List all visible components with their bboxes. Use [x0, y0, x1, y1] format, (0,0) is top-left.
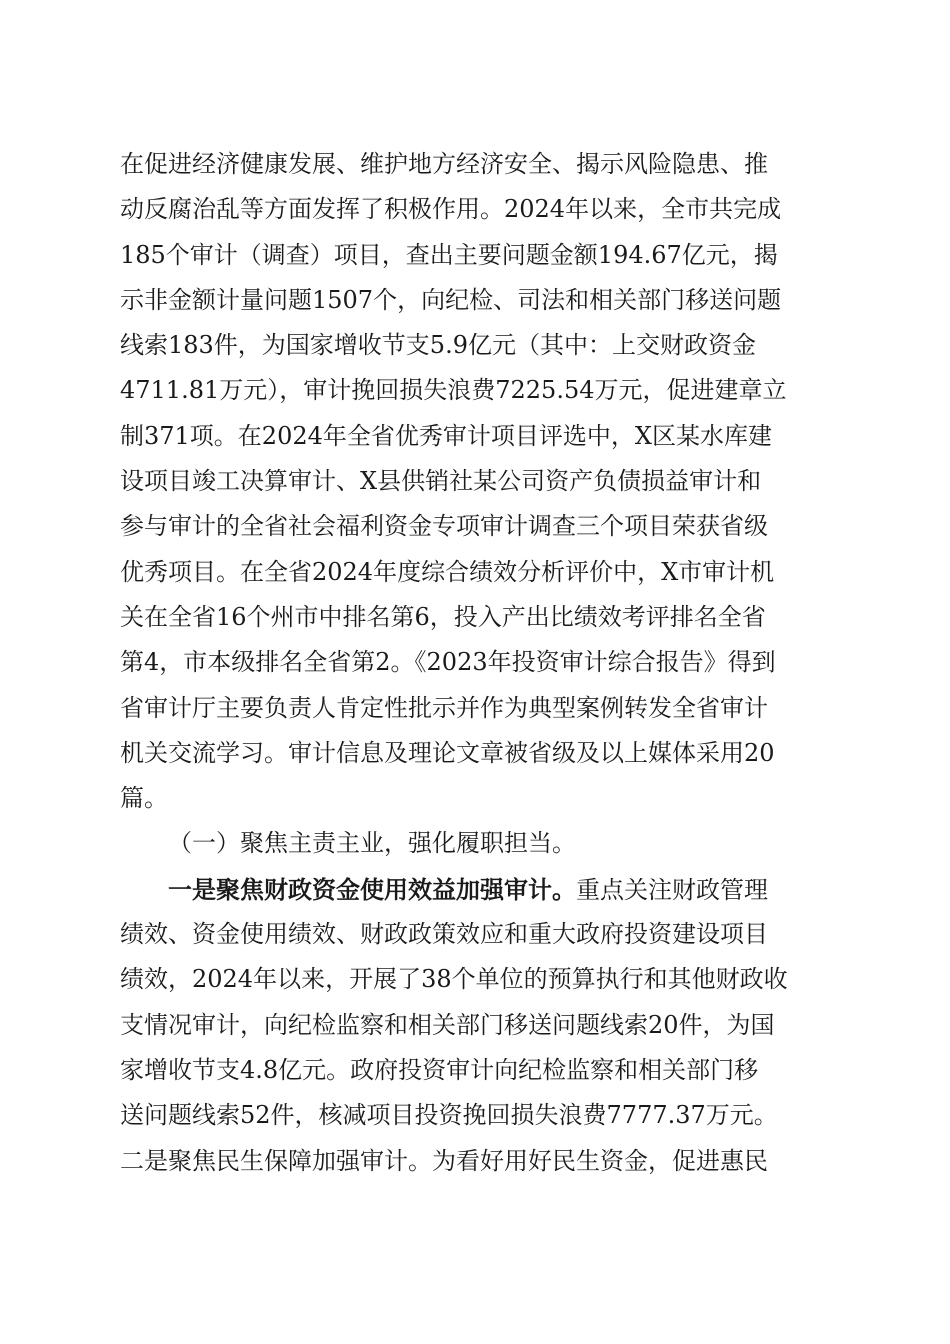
text-line: 优秀项目。在全省2024年度综合绩效分析评价中，X市审计机	[120, 557, 775, 586]
text-line: 关在全省16个州市中排名第6，投入产出比绩效考评排名全省	[120, 602, 766, 631]
text-line-first	[120, 867, 830, 912]
paragraph-fiscal-audit	[120, 867, 830, 1184]
text-line: 参与审计的全省社会福利资金专项审计调查三个项目荣获省级	[120, 512, 768, 541]
text-line: 第4，市本级排名全省第2。《2023年投资审计综合报告》得到	[120, 648, 776, 677]
text-line: 送问题线索52件，核减项目投资挽回损失浪费7777.37万元。	[120, 1101, 778, 1130]
text-line: 绩效，2024年以来，开展了38个单位的预算执行和其他财政收	[120, 965, 788, 994]
lead-rest: 重点关注财政管理	[576, 875, 768, 904]
paragraph-achievements	[120, 142, 830, 821]
text-line: 动反腐治乱等方面发挥了积极作用。2024年以来，全市共完成	[120, 195, 782, 224]
text-line: 4711.81万元），审计挽回损失浪费7225.54万元，促进建章立	[120, 376, 787, 405]
text-line: 在促进经济健康发展、维护地方经济安全、揭示风险隐患、推	[120, 150, 768, 178]
text-line: 示非金额计量问题1507个，向纪检、司法和相关部门移送问题	[120, 285, 782, 314]
lead-phrase: 一是聚焦财政资金使用效益加强审计。	[168, 874, 576, 904]
section-heading: （一）聚焦主责主业，强化履职担当。	[168, 829, 576, 858]
text-line: 篇。	[120, 784, 168, 813]
text-line: 185个审计（调查）项目，查出主要问题金额194.67亿元，揭	[120, 240, 778, 269]
text-line: 设项目竣工决算审计、X县供销社某公司资产负债损益审计和	[120, 467, 762, 496]
document-body	[120, 142, 830, 1184]
text-line: 绩效、资金使用绩效、财政政策效应和重大政府投资建设项目	[120, 920, 768, 949]
text-line: 制371项。在2024年全省优秀审计项目评选中，X区某水库建	[120, 421, 772, 450]
text-line: 省审计厅主要负责人肯定性批示并作为典型案例转发全省审计	[120, 693, 768, 722]
text-line: 机关交流学习。审计信息及理论文章被省级及以上媒体采用20	[120, 738, 775, 767]
text-line: 家增收节支4.8亿元。政府投资审计向纪检监察和相关部门移	[120, 1055, 759, 1084]
text-line: 二是聚焦民生保障加强审计。为看好用好民生资金，促进惠民	[120, 1146, 768, 1175]
text-line: 支情况审计，向纪检监察和相关部门移送问题线索20件，为国	[120, 1010, 775, 1039]
text-line: 线索183件，为国家增收节支5.9亿元（其中：上交财政资金	[120, 331, 756, 360]
